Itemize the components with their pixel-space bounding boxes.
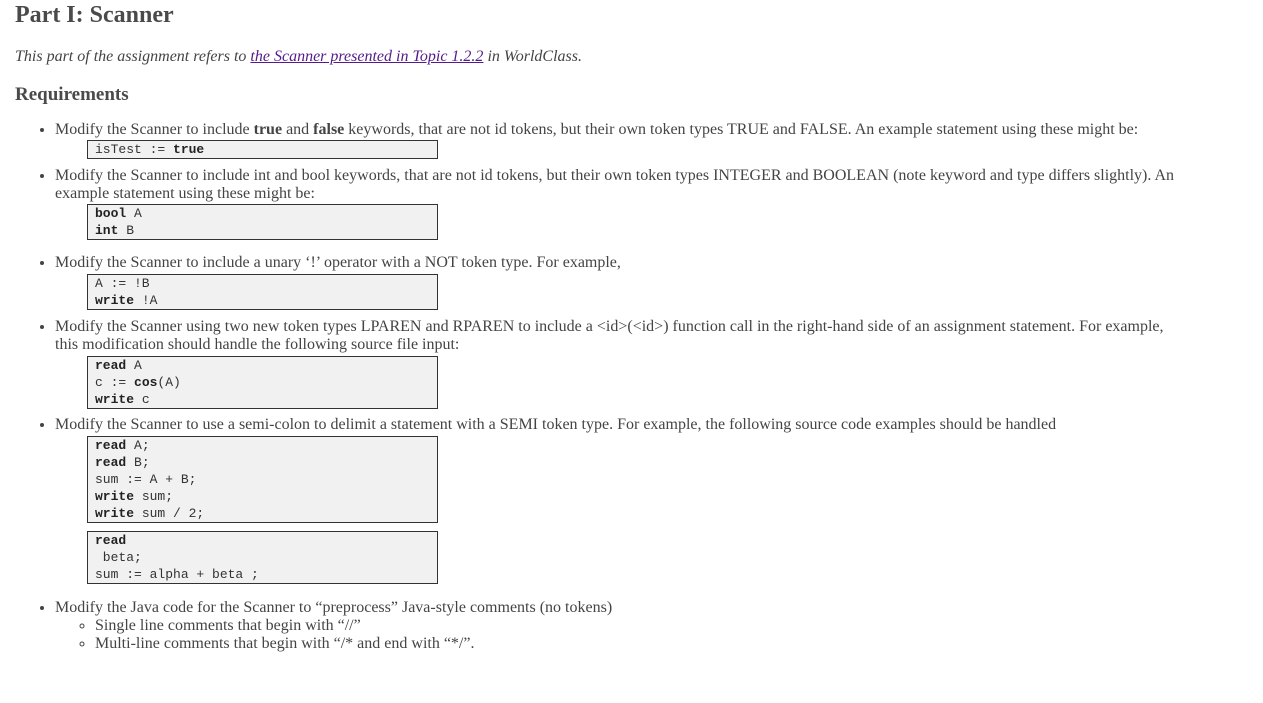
- req5-text: Modify the Scanner to use a semi-colon to delimit a statement with a SEMI token type. For example, the following source code examples should be handled: [55, 416, 1057, 433]
- code-text: c: [134, 392, 150, 407]
- code-text: B: [118, 223, 135, 238]
- req1-keyword-true: true: [253, 121, 283, 138]
- code-text: !A: [134, 293, 158, 308]
- req4-text: Modify the Scanner using two new token types LPAREN and RPAREN to include a <id>(<id>) function call in the right-hand side of an assignment statement. For example, this modification should handle the following source file input:: [55, 318, 1164, 353]
- intro-paragraph: [15, 47, 1248, 67]
- code-text: sum := A + B;: [95, 472, 197, 487]
- req1-text-b: and: [282, 121, 314, 138]
- code-line: [95, 549, 437, 566]
- code-keyword: read: [95, 438, 127, 453]
- intro-text-before: This part of the assignment refers to: [15, 48, 251, 65]
- req1-text-a: Modify the Scanner to include: [55, 121, 254, 138]
- code-line: [95, 374, 437, 391]
- code-keyword: write: [95, 506, 135, 521]
- requirement-not-operator: [55, 254, 1175, 310]
- code-line: [95, 471, 437, 488]
- code-keyword: read: [95, 455, 127, 470]
- code-line: [95, 357, 437, 374]
- code-example-call: [87, 356, 438, 409]
- code-text: c :=: [95, 375, 135, 390]
- req1-text-c: keywords, that are not id tokens, but their own token types TRUE and FALSE. An example statement using these might be:: [344, 121, 1139, 138]
- code-example-true: [87, 140, 438, 159]
- req6-text: Modify the Java code for the Scanner to “preprocess” Java-style comments (no tokens): [55, 599, 613, 616]
- code-keyword: cos: [134, 375, 158, 390]
- code-line: [95, 391, 437, 408]
- code-line: [95, 454, 437, 471]
- req2-text: Modify the Scanner to include int and bool keywords, that are not id tokens, but their own token types INTEGER and BOOLEAN (note keyword and type differs slightly). An example statement using these might be:: [55, 167, 1175, 202]
- intro-text-after: in WorldClass.: [483, 48, 582, 65]
- code-text: sum / 2;: [134, 506, 205, 521]
- code-text: B;: [126, 455, 150, 470]
- code-line: [95, 532, 437, 549]
- sublist-item-single-line: ◦ Single line comments that begin with “//”: [95, 617, 1175, 635]
- code-keyword: write: [95, 489, 135, 504]
- sublist-item-multi-line: ◦ Multi-line comments that begin with “/* and end with “*/”.: [95, 635, 1175, 653]
- code-line: [95, 292, 437, 309]
- req3-text: Modify the Scanner to include a unary ‘!’ operator with a NOT token type. For example,: [55, 254, 621, 271]
- code-line: [95, 141, 437, 158]
- requirements-list: [15, 121, 1248, 653]
- requirement-true-false: [55, 121, 1175, 159]
- code-text: A;: [126, 438, 150, 453]
- code-text: isTest :=: [95, 142, 174, 157]
- code-line: [95, 505, 437, 522]
- code-text: sum := alpha + beta ;: [95, 567, 259, 582]
- topic-link[interactable]: the Scanner presented in Topic 1.2.2: [250, 48, 484, 65]
- code-text: beta;: [95, 550, 142, 565]
- code-keyword: read: [95, 533, 127, 548]
- code-line: [95, 437, 437, 454]
- code-text: A: [126, 358, 142, 373]
- requirement-comments: [55, 599, 1175, 653]
- code-keyword: true: [173, 142, 205, 157]
- requirement-function-call: [55, 318, 1175, 409]
- code-keyword: write: [95, 392, 135, 407]
- code-line: [95, 222, 437, 239]
- code-example-not: [87, 274, 438, 310]
- req1-keyword-false: false: [313, 121, 345, 138]
- code-keyword: bool: [95, 206, 127, 221]
- code-text: (A): [157, 375, 181, 390]
- code-line: [95, 205, 437, 222]
- code-line: [95, 275, 437, 292]
- code-example-semi-2: [87, 531, 438, 584]
- code-keyword: int: [95, 223, 119, 238]
- code-example-types: [87, 204, 438, 240]
- code-line: [95, 488, 437, 505]
- comment-types-list: [55, 617, 1175, 653]
- code-text: A := !B: [95, 276, 150, 291]
- requirement-int-bool: [55, 167, 1175, 240]
- code-example-semi-1: [87, 436, 438, 523]
- code-keyword: write: [95, 293, 135, 308]
- page-title: Part I: Scanner: [15, 2, 174, 28]
- code-keyword: read: [95, 358, 127, 373]
- code-text: sum;: [134, 489, 174, 504]
- requirements-heading: Requirements: [15, 84, 129, 105]
- code-text: A: [126, 206, 142, 221]
- code-line: [95, 566, 437, 583]
- requirement-semicolon: [55, 416, 1175, 584]
